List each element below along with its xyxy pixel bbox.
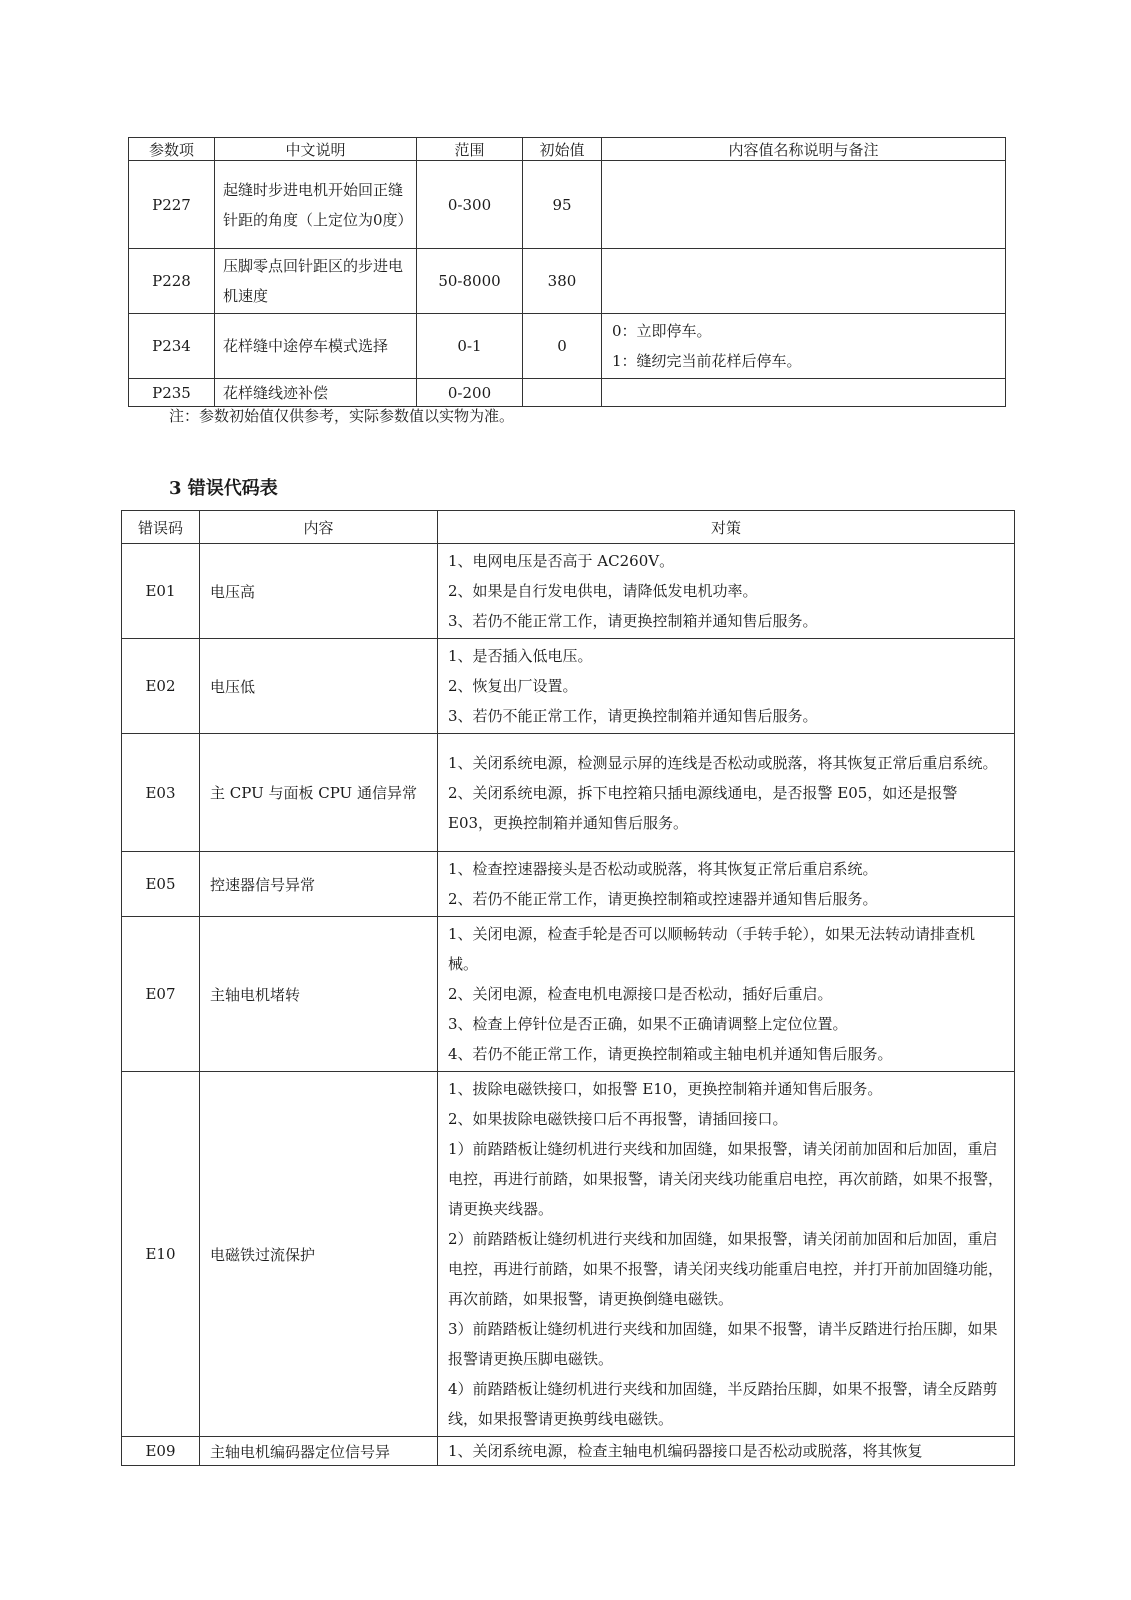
table-row <box>122 917 1015 1072</box>
header-initial-value: 初始值 <box>523 138 602 161</box>
measure-line: 2）前踏踏板让缝纫机进行夹线和加固缝，如果报警，请关闭前加固和后加固，重启电控，再进行前踏，如果不报警，请关闭夹线功能重启电控，并打开前加固缝功能，再次前踏，如果报警，请更换倒缝电磁铁。 <box>448 1230 1004 1308</box>
error-content: 主轴电机编码器定位信号异 <box>200 1437 438 1466</box>
param-initial-value: 95 <box>523 161 602 249</box>
measure-line: 2、恢复出厂设置。 <box>448 677 578 695</box>
measure-line: 3、若仍不能正常工作，请更换控制箱并通知售后服务。 <box>448 707 818 725</box>
error-measures <box>438 917 1015 1072</box>
measure-line: 3、若仍不能正常工作，请更换控制箱并通知售后服务。 <box>448 612 818 630</box>
param-description: 花样缝线迹补偿 <box>215 379 417 407</box>
error-content: 电压低 <box>200 639 438 734</box>
remark-line: 1：缝纫完当前花样后停车。 <box>612 352 802 370</box>
param-range: 0-200 <box>417 379 523 407</box>
table-row <box>129 314 1006 379</box>
section-title: 3 错误代码表 <box>169 478 278 499</box>
param-code: P227 <box>129 161 215 249</box>
table-row <box>122 544 1015 639</box>
error-content: 电压高 <box>200 544 438 639</box>
measure-line: 3）前踏踏板让缝纫机进行夹线和加固缝，如果不报警，请半反踏进行抬压脚，如果报警请更换压脚电磁铁。 <box>448 1320 998 1368</box>
measure-line: 2、关闭系统电源，拆下电控箱只插电源线通电，是否报警 E05，如还是报警 E03，更换控制箱并通知售后服务。 <box>448 783 958 832</box>
param-remarks <box>602 161 1006 249</box>
measure-line: 4、若仍不能正常工作，请更换控制箱或主轴电机并通知售后服务。 <box>448 1045 893 1063</box>
error-code: E02 <box>122 639 200 734</box>
error-measures <box>438 852 1015 917</box>
error-content: 电磁铁过流保护 <box>200 1072 438 1437</box>
header-param-item: 参数项 <box>129 138 215 161</box>
measure-line: 1、拔除电磁铁接口，如报警 E10，更换控制箱并通知售后服务。 <box>448 1080 883 1098</box>
table-row <box>122 852 1015 917</box>
param-range: 0-300 <box>417 161 523 249</box>
header-range: 范围 <box>417 138 523 161</box>
table-row <box>129 249 1006 314</box>
error-measures <box>438 639 1015 734</box>
error-code: E01 <box>122 544 200 639</box>
error-code: E07 <box>122 917 200 1072</box>
param-description: 压脚零点回针距区的步进电机速度 <box>215 249 417 314</box>
error-measures <box>438 544 1015 639</box>
param-initial-value: 380 <box>523 249 602 314</box>
measure-line: 2、关闭电源，检查电机电源接口是否松动，插好后重启。 <box>448 985 833 1003</box>
param-table-header <box>129 138 1006 161</box>
measure-line: 1）前踏踏板让缝纫机进行夹线和加固缝，如果报警，请关闭前加固和后加固，重启电控，再进行前踏，如果报警，请关闭夹线功能重启电控，再次前踏，如果不报警，请更换夹线器。 <box>448 1140 1004 1218</box>
measure-line: 1、关闭电源，检查手轮是否可以顺畅转动（手转手轮），如果无法转动请排查机械。 <box>448 925 976 973</box>
param-remarks <box>602 379 1006 407</box>
param-code: P235 <box>129 379 215 407</box>
table-row <box>122 639 1015 734</box>
error-measures <box>438 1072 1015 1437</box>
param-description: 花样缝中途停车模式选择 <box>215 314 417 379</box>
error-measures <box>438 734 1015 852</box>
table-row <box>122 1072 1015 1437</box>
measure-line: 1、检查控速器接头是否松动或脱落，将其恢复正常后重启系统。 <box>448 860 878 878</box>
error-content: 控速器信号异常 <box>200 852 438 917</box>
param-range: 0-1 <box>417 314 523 379</box>
table-row <box>129 161 1006 249</box>
param-code: P228 <box>129 249 215 314</box>
measure-line: 3、检查上停针位是否正确，如果不正确请调整上定位位置。 <box>448 1015 848 1033</box>
header-remarks: 内容值名称说明与备注 <box>602 138 1006 161</box>
table-row <box>122 734 1015 852</box>
header-measures: 对策 <box>438 511 1015 544</box>
error-code-table <box>121 510 1015 1466</box>
header-description: 中文说明 <box>215 138 417 161</box>
header-content: 内容 <box>200 511 438 544</box>
measure-line: 4）前踏踏板让缝纫机进行夹线和加固缝，半反踏抬压脚，如果不报警，请全反踏剪线，如果报警请更换剪线电磁铁。 <box>448 1380 998 1428</box>
table-row <box>122 1437 1015 1466</box>
header-error-code: 错误码 <box>122 511 200 544</box>
param-initial-value <box>523 379 602 407</box>
measure-line: 1、关闭系统电源，检查主轴电机编码器接口是否松动或脱落，将其恢复 <box>448 1442 923 1460</box>
error-content: 主轴电机堵转 <box>200 917 438 1072</box>
param-initial-value: 0 <box>523 314 602 379</box>
measure-line: 2、如果是自行发电供电，请降低发电机功率。 <box>448 582 758 600</box>
measure-line: 1、是否插入低电压。 <box>448 647 593 665</box>
measure-line: 2、若仍不能正常工作，请更换控制箱或控速器并通知售后服务。 <box>448 890 878 908</box>
measure-line: 1、电网电压是否高于 AC260V。 <box>448 552 675 570</box>
error-table-header <box>122 511 1015 544</box>
error-code: E10 <box>122 1072 200 1437</box>
error-content: 主 CPU 与面板 CPU 通信异常 <box>200 734 438 852</box>
param-remarks <box>602 314 1006 379</box>
remark-line: 0：立即停车。 <box>612 322 712 340</box>
table-row <box>129 379 1006 407</box>
param-remarks <box>602 249 1006 314</box>
parameter-table <box>128 137 1006 407</box>
error-code: E03 <box>122 734 200 852</box>
error-code: E09 <box>122 1437 200 1466</box>
measure-line: 2、如果拔除电磁铁接口后不再报警，请插回接口。 <box>448 1110 788 1128</box>
param-code: P234 <box>129 314 215 379</box>
param-range: 50-8000 <box>417 249 523 314</box>
table-note: 注：参数初始值仅供参考，实际参数值以实物为准。 <box>169 407 515 425</box>
measure-line: 1、关闭系统电源，检测显示屏的连线是否松动或脱落，将其恢复正常后重启系统。 <box>448 753 998 772</box>
error-measures <box>438 1437 1015 1466</box>
error-code: E05 <box>122 852 200 917</box>
param-description: 起缝时步进电机开始回正缝针距的角度（上定位为0度） <box>215 161 417 249</box>
